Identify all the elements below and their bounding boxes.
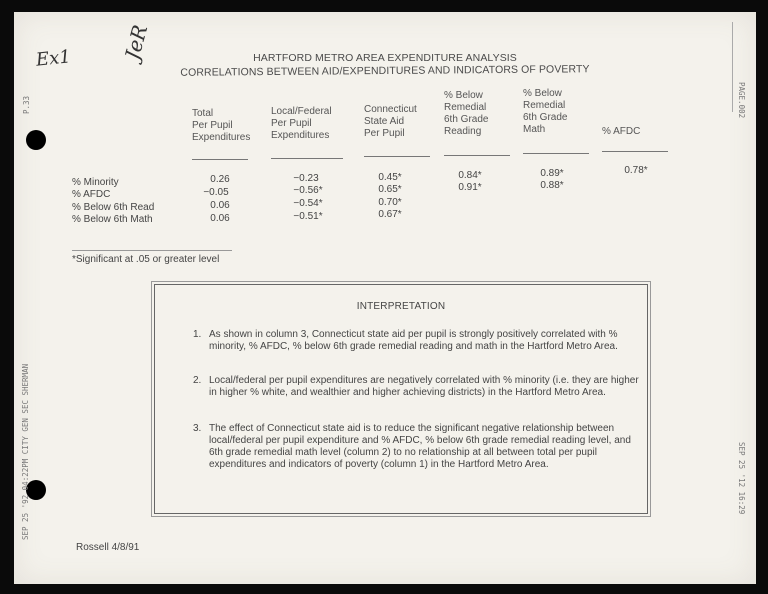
page-title: HARTFORD METRO AREA EXPENDITURE ANALYSIS bbox=[253, 52, 517, 64]
punch-hole-top bbox=[26, 130, 46, 150]
table-cell: 0.65* bbox=[378, 184, 402, 195]
column-header-math: % Below Remedial 6th Grade Math bbox=[523, 88, 568, 135]
page-stamp-left: P.33 bbox=[22, 95, 31, 114]
author-signature: Rossell 4/8/91 bbox=[76, 542, 140, 553]
item-number: 3. bbox=[193, 423, 202, 434]
column-header-local-federal: Local/Federal Per Pupil Expenditures bbox=[271, 106, 332, 141]
table-cell: 0.06 bbox=[210, 200, 230, 211]
header-rule-4 bbox=[444, 155, 510, 156]
table-cell: 0.45* bbox=[378, 172, 402, 183]
row-label-afdc: % AFDC bbox=[72, 189, 111, 200]
row-label-minority: % Minority bbox=[72, 177, 119, 188]
handwritten-initials: JeR bbox=[120, 22, 153, 63]
table-cell: 0.06 bbox=[210, 213, 230, 224]
column-header-afdc: % AFDC bbox=[602, 126, 641, 137]
page-subtitle: CORRELATIONS BETWEEN AID/EXPENDITURES AND INDICATORS OF POVERTY bbox=[180, 63, 590, 79]
table-cell: −0.54* bbox=[293, 198, 323, 209]
table-cell: −0.05 bbox=[203, 187, 229, 198]
fax-date-right: SEP 25 '12 16:29 bbox=[737, 442, 746, 515]
table-cell: 0.26 bbox=[210, 174, 230, 185]
document-page bbox=[14, 12, 756, 584]
header-rule-6 bbox=[602, 151, 668, 152]
row-label-read: % Below 6th Read bbox=[72, 202, 155, 213]
table-cell: 0.88* bbox=[540, 180, 564, 191]
table-cell: 0.84* bbox=[458, 170, 482, 181]
footnote-rule bbox=[72, 250, 232, 251]
table-cell: 0.91* bbox=[458, 182, 482, 193]
item-number: 1. bbox=[193, 329, 202, 340]
header-rule-5 bbox=[523, 153, 589, 154]
table-cell: −0.56* bbox=[293, 185, 323, 196]
table-cell: 0.67* bbox=[378, 209, 402, 220]
table-cell: −0.23 bbox=[293, 173, 319, 184]
item-text: The effect of Connecticut state aid is to reduce the significant negative relationship between local/federal per pupil expenditure and % AFDC, % below 6th grade remedial reading level, and 6th grade remedial math level (column 2) to no relationship at all between total per pupil expenditures and indicators of poverty (column 1) in the Hartford Metro Area. bbox=[209, 423, 631, 470]
item-text: As shown in column 3, Connecticut state aid per pupil is strongly positively correlated with % minority, % AFDC, % below 6th grade remedial reading and math in the Hartford Metro Area. bbox=[209, 329, 618, 352]
interpretation-title: INTERPRETATION bbox=[356, 301, 446, 312]
header-rule-1 bbox=[192, 159, 248, 160]
footnote: *Significant at .05 or greater level bbox=[72, 254, 220, 265]
table-cell: −0.51* bbox=[293, 211, 323, 222]
column-header-total: Total Per Pupil Expenditures bbox=[192, 108, 251, 143]
header-rule-2 bbox=[271, 158, 343, 159]
table-cell: 0.89* bbox=[540, 168, 564, 179]
header-rule-3 bbox=[364, 156, 430, 157]
interpretation-box bbox=[154, 284, 648, 514]
fax-header-left: SEP 25 '92 04:22PM CITY GEN SEC SHERMAN bbox=[21, 363, 30, 540]
column-header-state-aid: Connecticut State Aid Per Pupil bbox=[364, 104, 417, 139]
page-stamp-right: PAGE.002 bbox=[737, 82, 746, 119]
table-cell: 0.70* bbox=[378, 197, 402, 208]
column-header-reading: % Below Remedial 6th Grade Reading bbox=[444, 90, 489, 137]
item-text: Local/federal per pupil expenditures are negatively correlated with % minority (i.e. they are higher in higher % white, and wealthier and higher achieving districts) in the Hartford Metro Area. bbox=[209, 375, 639, 398]
handwritten-exhibit-label: Ex1 bbox=[34, 46, 72, 71]
item-number: 2. bbox=[193, 375, 202, 386]
row-label-math: % Below 6th Math bbox=[72, 214, 153, 225]
table-cell: 0.78* bbox=[624, 165, 648, 176]
